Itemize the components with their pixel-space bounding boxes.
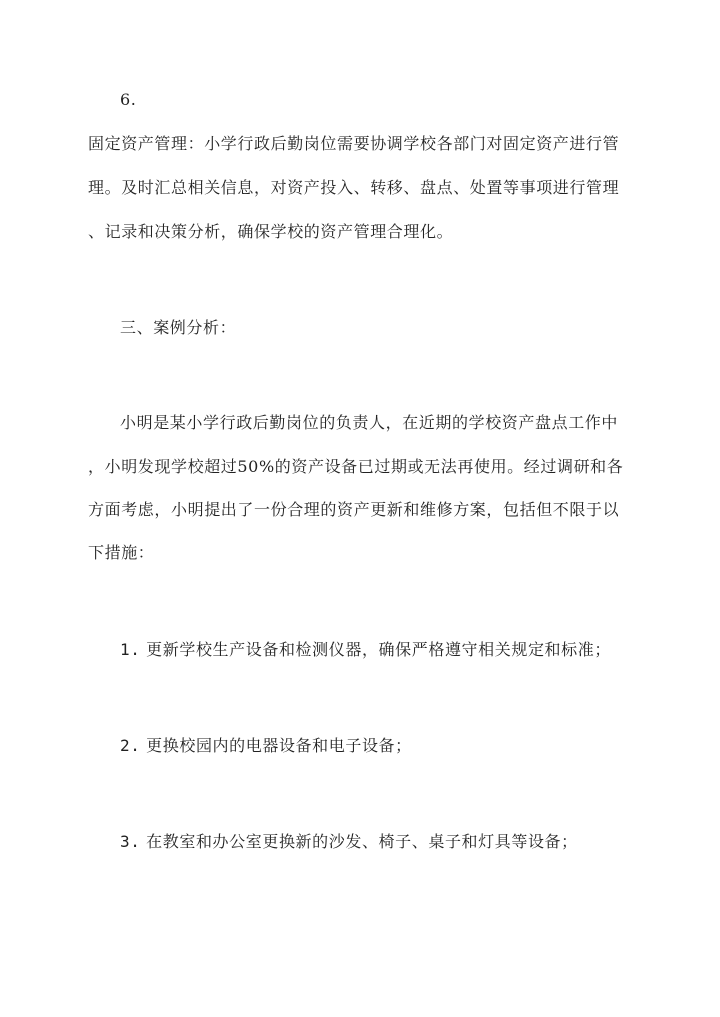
- measure-item-2: [120, 736, 412, 756]
- case-paragraph-line-2: ，小明发现学校超过50%的资产设备已过期或无法再使用。经过调研和各: [88, 457, 624, 476]
- measure-number: 3.: [120, 832, 141, 851]
- section-number: 6.: [120, 90, 137, 109]
- fixed-asset-paragraph-line-1: 固定资产管理：小学行政后勤岗位需要协调学校各部门对固定资产进行管: [88, 134, 620, 153]
- measure-text: 更换校园内的电器设备和电子设备；: [146, 736, 412, 755]
- case-analysis-heading: 三、案例分析：: [120, 318, 237, 337]
- measure-number: 2.: [120, 736, 141, 755]
- measure-number: 1.: [120, 640, 141, 659]
- measure-text: 在教室和办公室更换新的沙发、椅子、桌子和灯具等设备；: [146, 832, 578, 851]
- case-paragraph-line-4: 下措施：: [88, 543, 155, 562]
- measure-text: 更新学校生产设备和检测仪器，确保严格遵守相关规定和标准；: [146, 640, 611, 659]
- case-paragraph-line-3: 方面考虑，小明提出了一份合理的资产更新和维修方案，包括但不限于以: [88, 500, 620, 519]
- fixed-asset-paragraph-line-2: 理。及时汇总相关信息，对资产投入、转移、盘点、处置等事项进行管理: [88, 178, 620, 197]
- case-paragraph-line-1: 小明是某小学行政后勤岗位的负责人，在近期的学校资产盘点工作中: [120, 413, 619, 432]
- measure-item-1: [120, 640, 611, 660]
- measure-item-3: [120, 832, 578, 852]
- fixed-asset-paragraph-line-3: 、记录和决策分析，确保学校的资产管理合理化。: [88, 222, 454, 241]
